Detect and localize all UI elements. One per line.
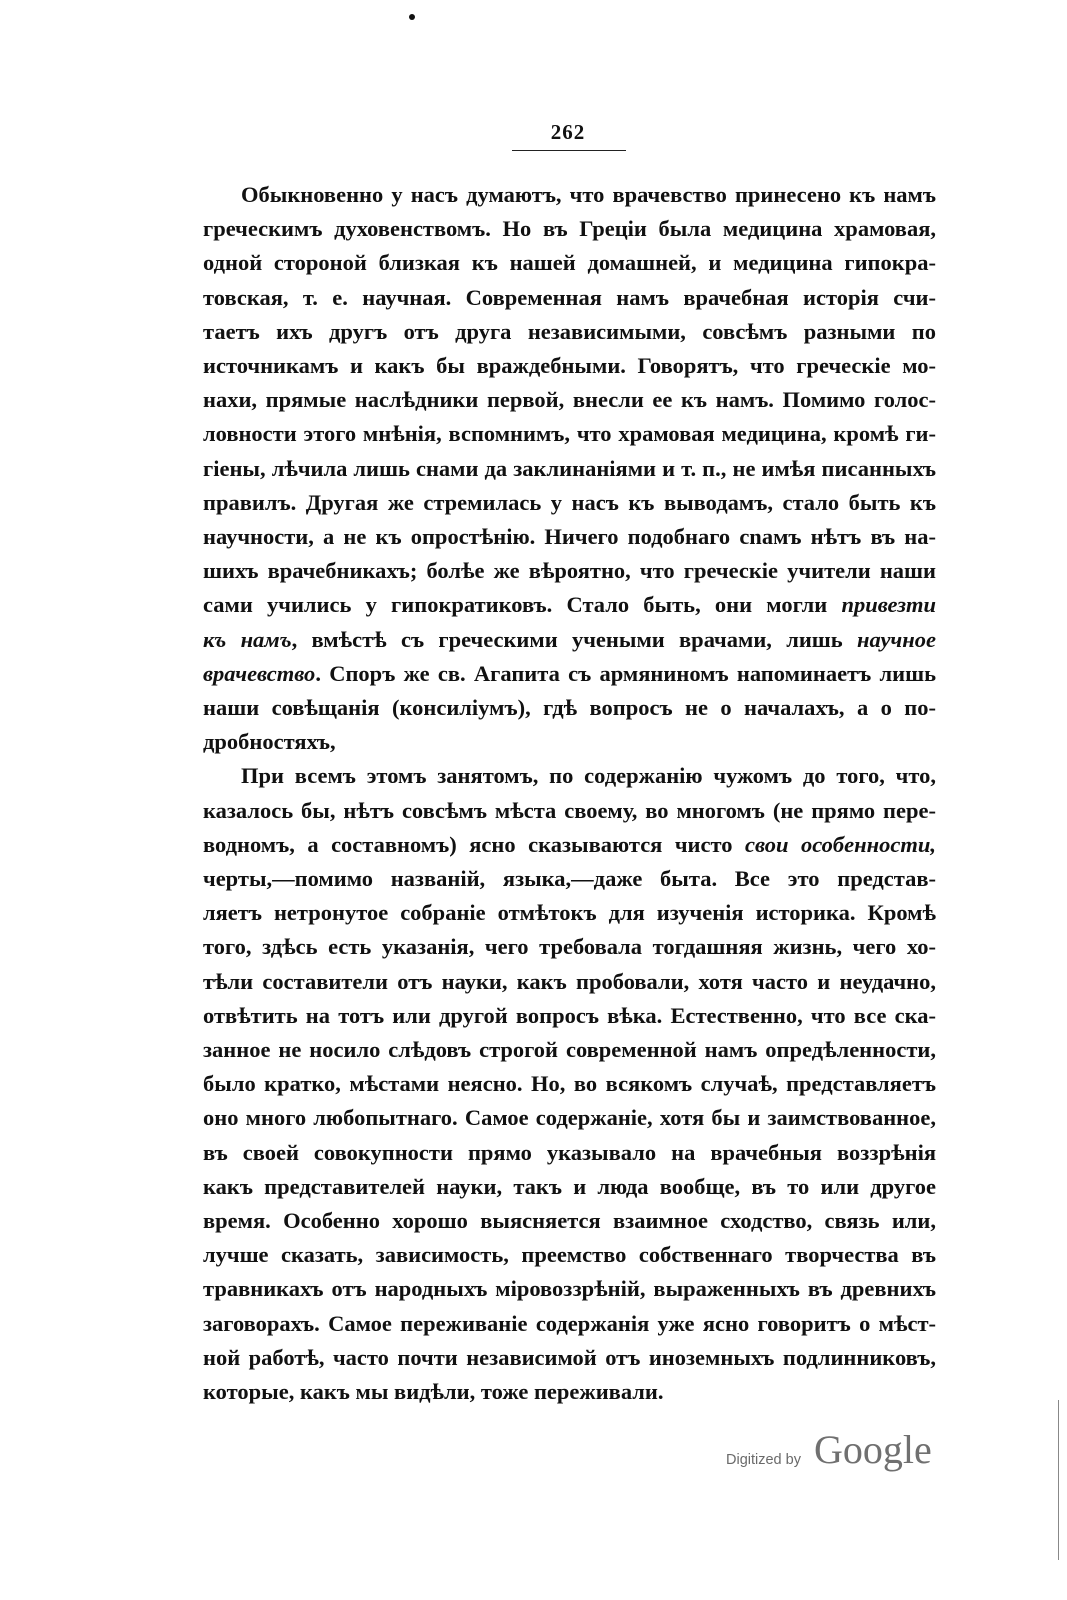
scan-edge-line: [1058, 1400, 1059, 1560]
line-text: казалось бы, нѣтъ совсѣмъ мѣста своему, во многомъ (не прямо пере-: [203, 797, 936, 823]
line-text: правилъ. Другая же стремилась у насъ къ выводамъ, стало быть къ: [203, 489, 936, 515]
page-number: 262: [550, 120, 586, 144]
text-line: [203, 383, 936, 417]
line-text: лучше сказать, зависимость, преемство собственнаго творчества въ: [203, 1242, 936, 1268]
digitized-watermark: [722, 1426, 942, 1476]
line-text: отвѣтить на тотъ или другой вопросъ вѣка. Естественно, что все ска-: [203, 1002, 936, 1028]
text-line: [203, 1375, 936, 1409]
text-line: [203, 1307, 936, 1341]
line-text: время. Особенно хорошо выясняется взаимное сходство, связь или,: [203, 1208, 936, 1233]
text-line: [203, 1033, 936, 1067]
line-text: какъ представителей науки, такъ и люда вообще, въ то или другое: [203, 1173, 936, 1199]
text-line: [203, 281, 936, 315]
line-text: тѣли составители отъ науки, какъ пробовали, хотя часто и неудачно,: [203, 968, 936, 994]
line-text: оно много любопытнаго. Самое содержаніе, хотя бы и заимствованное,: [203, 1105, 936, 1131]
line-text: таетъ ихъ другъ отъ друга независимыми, совсѣмъ разными по: [203, 318, 936, 344]
text-line: [203, 828, 936, 862]
text-line: [203, 623, 936, 657]
text-line: [203, 1170, 936, 1204]
line-text: дробностяхъ,: [203, 729, 336, 755]
line-text: въ своей совокупности прямо указывало на врачебныя воззрѣнія: [203, 1139, 936, 1165]
text-line: [203, 725, 936, 759]
text-line: [203, 794, 936, 828]
text-line: [203, 1341, 936, 1375]
line-text: водномъ, а составномъ) ясно сказываются чисто: [203, 831, 745, 857]
text-line: [203, 1067, 936, 1101]
emphasis-text: къ намъ: [203, 626, 292, 652]
text-line: [203, 417, 936, 451]
line-text: которые, какъ мы видѣли, тоже переживали.: [203, 1379, 664, 1404]
text-line: [203, 1204, 936, 1238]
text-line: [203, 246, 936, 280]
page-number-rule: [512, 150, 626, 151]
text-line: [203, 349, 936, 383]
text-line: [203, 862, 936, 896]
line-text: . Споръ же св. Агапита съ армяниномъ напоминаетъ лишь: [315, 660, 936, 686]
line-text: нахи, прямые наслѣдники первой, внесли ее къ намъ. Помимо голос-: [203, 387, 936, 413]
line-text: наши совѣщанія (консиліумъ), гдѣ вопросъ не о началахъ, а о по-: [203, 695, 936, 720]
text-line: [203, 486, 936, 520]
line-text: травникахъ отъ народныхъ міровоззрѣній, выраженныхъ въ древнихъ: [203, 1276, 936, 1302]
text-line: [203, 315, 936, 349]
line-text: того, здѣсь есть указанія, чего требовала тогдашняя жизнь, чего хо-: [203, 934, 936, 960]
text-line: [241, 759, 936, 793]
text-line: [203, 965, 936, 999]
text-line: [203, 554, 936, 588]
text-line: [203, 1101, 936, 1135]
line-text: греческимъ духовенствомъ. Но въ Греціи была медицина храмовая,: [203, 216, 936, 242]
stray-ink-dot: [409, 14, 415, 20]
text-line: [203, 691, 936, 725]
emphasis-text: научное: [857, 626, 936, 652]
google-logo: Google: [814, 1427, 932, 1472]
line-text: товская, т. е. научная. Современная намъ врачебная исторія счи-: [203, 284, 936, 310]
text-line: [203, 896, 936, 930]
text-line: [203, 520, 936, 554]
line-text: сами учились у гипократиковъ. Стало быть, они могли: [203, 592, 842, 618]
emphasis-text: привезти: [841, 592, 936, 618]
line-text: ловности этого мнѣнія, вспомнимъ, что храмовая медицина, кромѣ ги-: [203, 421, 936, 447]
line-text: Обыкновенно у насъ думаютъ, что врачевство принесено къ намъ: [241, 182, 936, 207]
text-line: [203, 452, 936, 486]
line-text: научности, а не къ опростѣнію. Ничего подобнаго сnамъ нѣтъ въ на-: [203, 524, 936, 549]
line-text: занное не носило слѣдовъ строгой современной намъ опредѣленности,: [203, 1037, 936, 1062]
line-text: гіены, лѣчила лишь снами да заклинаніями и т. п., не имѣя писанныхъ: [203, 455, 936, 481]
line-text: было кратко, мѣстами неясно. Но, во всякомъ случаѣ, представляетъ: [203, 1071, 936, 1097]
line-text: ной работѣ, часто почти независимой отъ иноземныхъ подлинниковъ,: [203, 1344, 936, 1370]
line-text: черты,—помимо названій, языка,—даже быта. Все это представ-: [203, 866, 936, 891]
line-text: шихъ врачебникахъ; болѣе же вѣроятно, что греческіе учители наши: [203, 558, 936, 584]
line-text: заговорахъ. Самое переживаніе содержанія уже ясно говоритъ о мѣст-: [203, 1310, 936, 1336]
text-line: [203, 1136, 936, 1170]
emphasis-text: свои особенности,: [745, 831, 936, 857]
digitized-by-label: Digitized by: [726, 1452, 801, 1468]
line-text: источникамъ и какъ бы враждебными. Говорятъ, что греческіе мо-: [203, 353, 936, 378]
text-line: [203, 1238, 936, 1272]
line-text: , вмѣстѣ съ греческими учеными врачами, лишь: [291, 626, 857, 652]
text-line: [203, 588, 936, 622]
line-text: При всемъ этомъ занятомъ, по содержанію чужомъ до того, что,: [241, 763, 936, 789]
line-text: ляетъ нетронутое собраніе отмѣтокъ для изученія историка. Кромѣ: [203, 900, 936, 926]
text-line: [241, 178, 936, 212]
text-line: [203, 212, 936, 246]
text-line: [203, 1272, 936, 1306]
text-line: [203, 999, 936, 1033]
emphasis-text: врачевство: [203, 660, 316, 686]
text-line: [203, 930, 936, 964]
text-line: [203, 657, 936, 691]
line-text: одной стороной близкая къ нашей домашней, и медицина гипокра-: [203, 250, 936, 276]
